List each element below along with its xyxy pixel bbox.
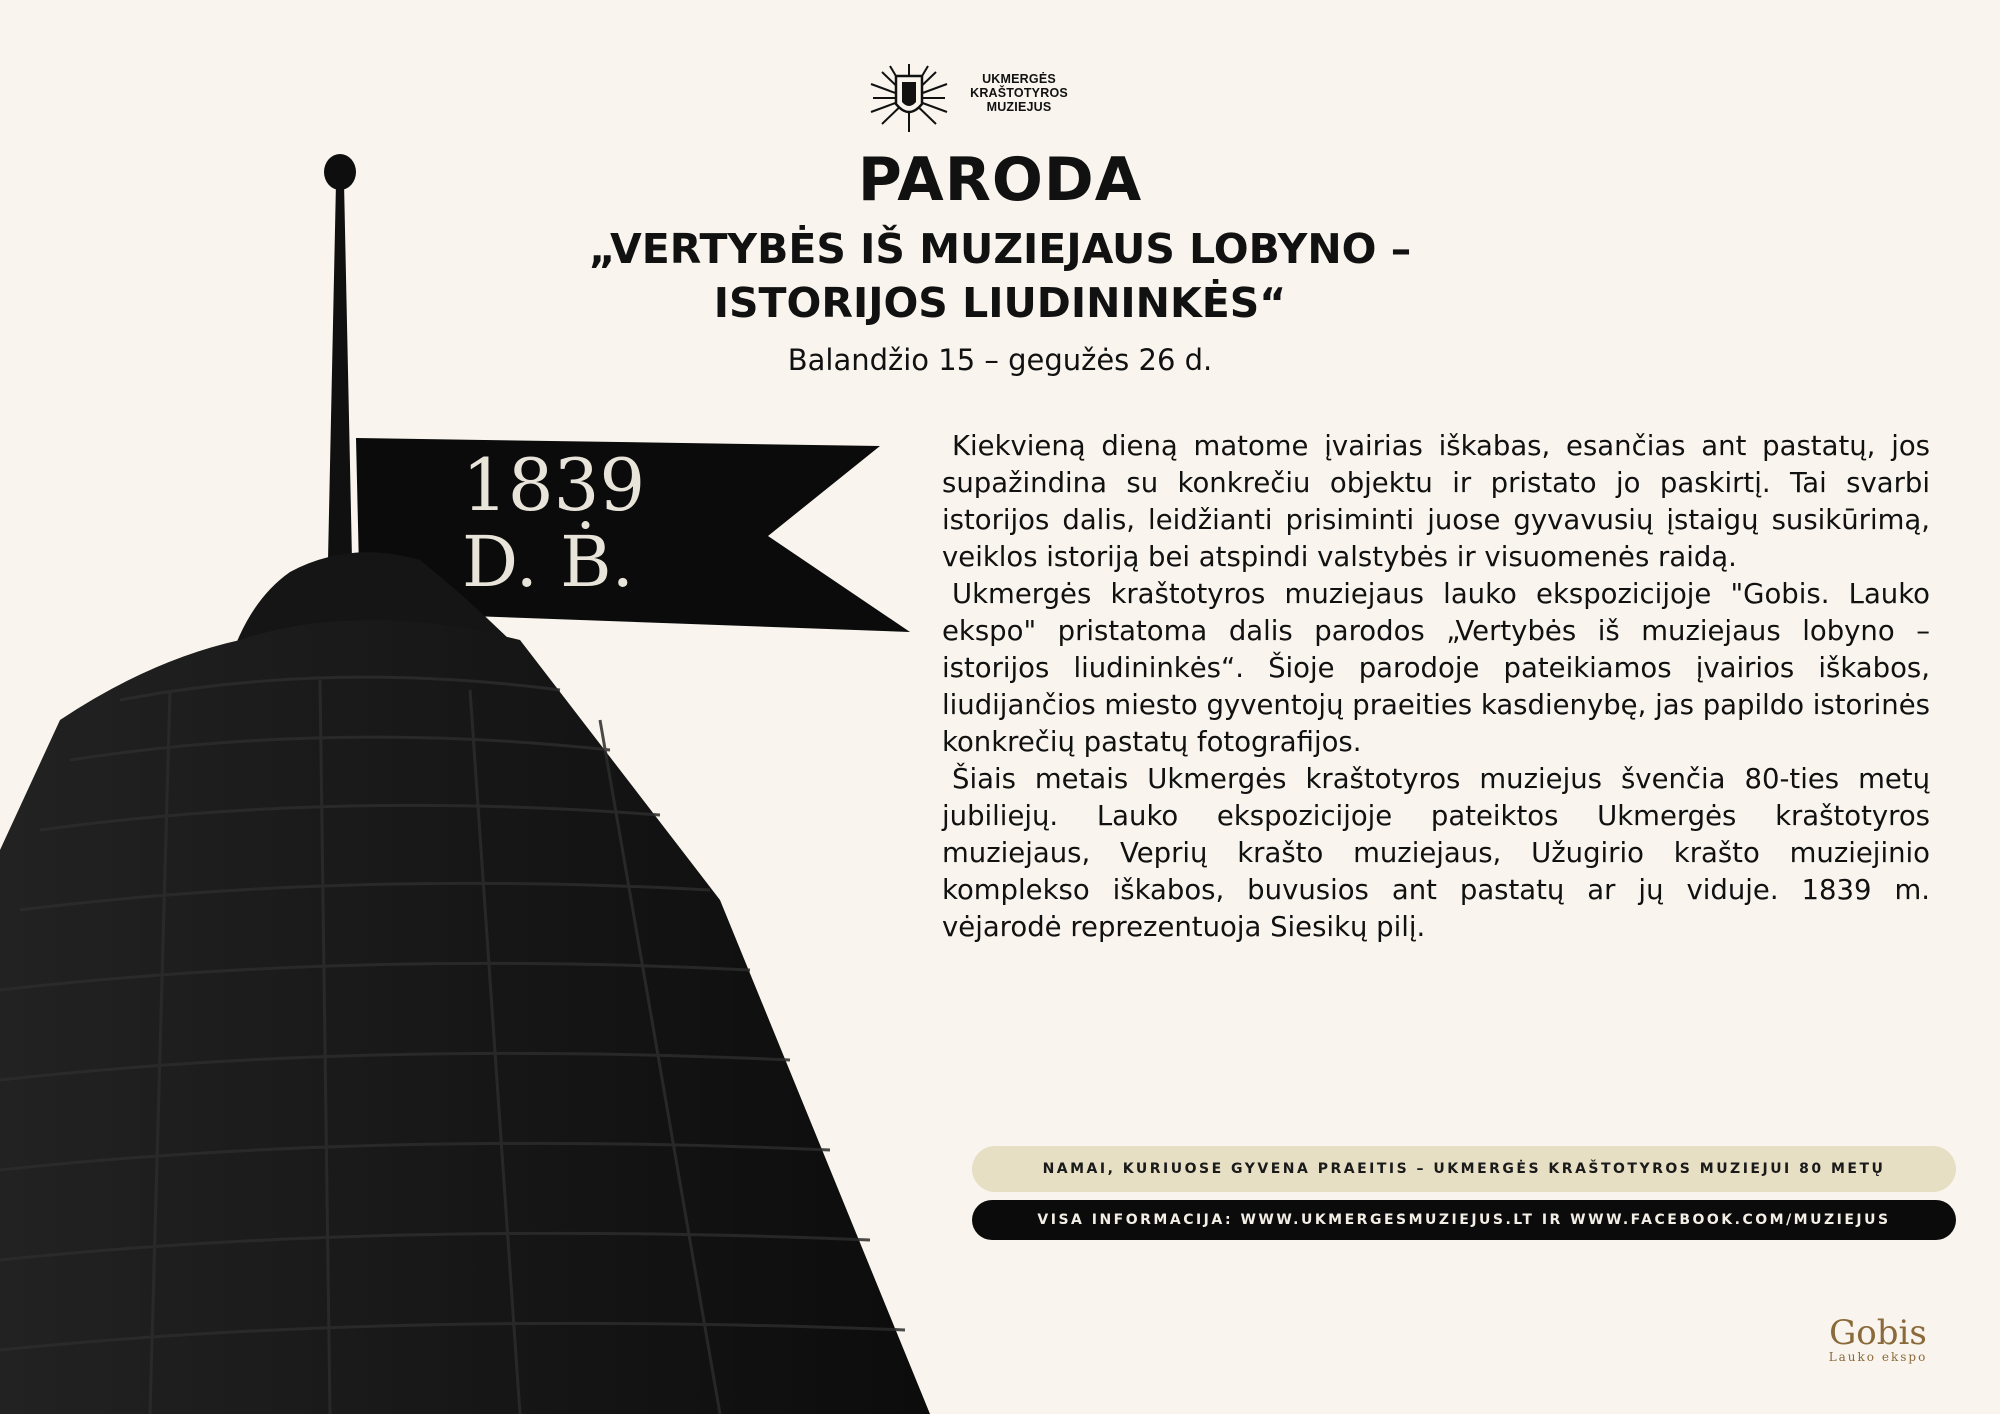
page-title: PARODA <box>857 145 1143 215</box>
gobis-logo <box>1808 1313 1948 1364</box>
gobis-logo-name: Gobis <box>1829 1313 1927 1353</box>
description-paragraph-2: Ukmergės kraštotyros muziejaus lauko ekspozicijoje "Gobis. Lauko ekspo" pristatoma dalis parodos „Vertybės iš muziejaus lobyno – istorijos liudininkės“. Šioje parodoje pateikiamos įvairios iškabos, liudijančios miesto gyventojų praeities kasdienybę, jas papildo istorinės konkrečių pastatų fotografijos. <box>942 578 1930 758</box>
museum-name-line-3: MUZIEJUS <box>986 100 1052 114</box>
vane-finial <box>324 154 356 190</box>
description-text <box>942 428 1930 946</box>
museum-name-line-2: KRAŠTOTYROS <box>970 86 1068 100</box>
gobis-logo-tagline: Lauko ekspo <box>1828 1350 1928 1364</box>
exhibition-title-line-2: ISTORIJOS LIUDININKĖS“ <box>713 279 1287 327</box>
anniversary-banner: NAMAI, KURIUOSE GYVENA PRAEITIS – UKMERGĖS KRAŠTOTYROS MUZIEJUI 80 METŲ <box>972 1146 1956 1192</box>
museum-name <box>954 72 1084 114</box>
flag-text-initials: D. Ḃ. <box>462 521 634 603</box>
vane-mast <box>328 182 352 560</box>
museum-emblem-icon <box>868 62 950 134</box>
exhibition-title <box>460 222 1540 330</box>
museum-name-line-1: UKMERGĖS <box>982 72 1056 86</box>
exhibition-dates: Balandžio 15 – gegužės 26 d. <box>787 343 1213 377</box>
info-links-banner: VISA INFORMACIJA: WWW.UKMERGESMUZIEJUS.LT IR WWW.FACEBOOK.COM/MUZIEJUS <box>972 1200 1956 1240</box>
exhibition-title-line-1: „VERTYBĖS IŠ MUZIEJAUS LOBYNO – <box>588 225 1412 273</box>
flag-text-year: 1839 <box>462 443 646 527</box>
description-paragraph-3: Šiais metais Ukmergės kraštotyros muziejus švenčia 80-ties metų jubiliejų. Lauko ekspozicijoje pateiktos Ukmergės kraštotyros muziejaus, Veprių krašto muziejaus, Užugirio krašto muziejinio komplekso iškabos, buvusios ant pastatų ar jų viduje. 1839 m. vėjarodė reprezentuoja Siesikų pilį. <box>942 763 1930 943</box>
museum-logo <box>868 62 1108 134</box>
description-paragraph-1: Kiekvieną dieną matome įvairias iškabas, esančias ant pastatų, jos supažindina su konkrečiu objektu ir pristato jo paskirtį. Tai svarbi istorijos dalis, leidžianti prisiminti juose gyvavusių įstaigų susikūrimą, veiklos istoriją bei atspindi valstybės ir visuomenės raidą. <box>942 430 1930 573</box>
